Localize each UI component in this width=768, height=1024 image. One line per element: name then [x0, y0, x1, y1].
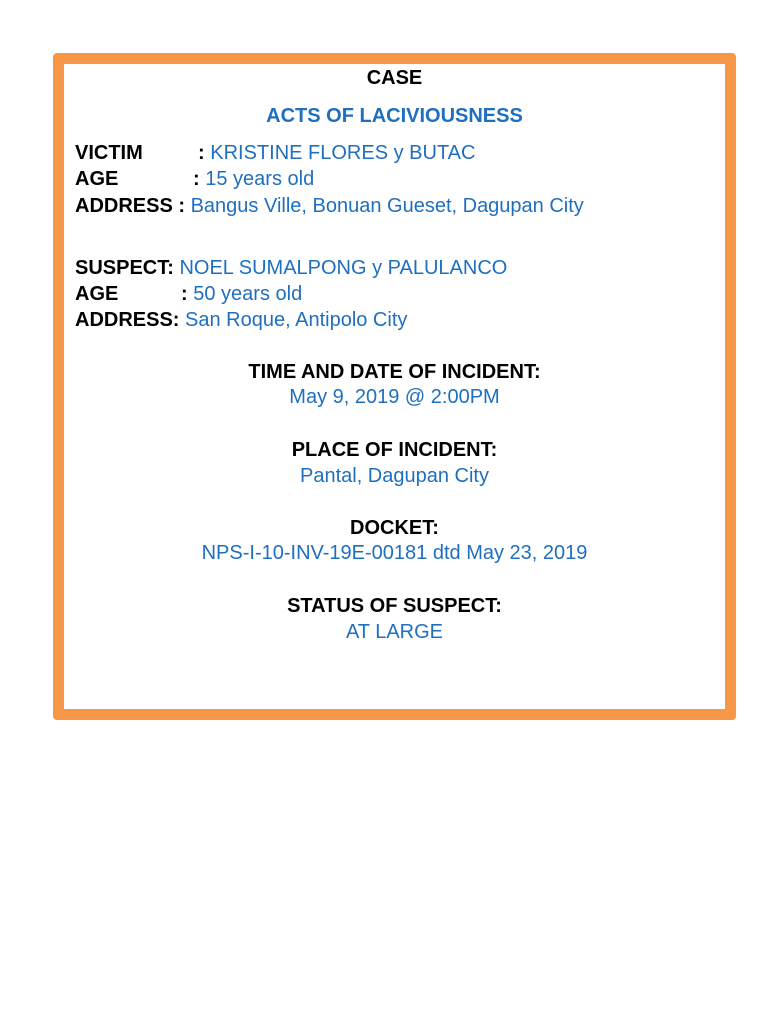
- suspect-address-label: ADDRESS:: [75, 309, 180, 331]
- case-card: [53, 53, 736, 720]
- suspect-name-value: NOEL SUMALPONG y PALULANCO: [179, 257, 508, 279]
- victim-age-label: AGE: [75, 168, 119, 190]
- victim-address-label: ADDRESS :: [75, 195, 186, 217]
- incident-place-label: PLACE OF INCIDENT:: [291, 439, 498, 461]
- incident-time-value: May 9, 2019 @ 2:00PM: [289, 386, 500, 408]
- suspect-name-label: SUSPECT:: [75, 257, 174, 279]
- suspect-age-value: 50 years old: [193, 283, 303, 305]
- case-label: CASE: [366, 67, 423, 89]
- suspect-age-row: [75, 282, 302, 306]
- victim-address-row: [75, 194, 584, 218]
- incident-time-label: TIME AND DATE OF INCIDENT:: [248, 361, 541, 383]
- victim-name-label: VICTIM: [75, 142, 143, 164]
- suspect-address-row: [75, 308, 407, 332]
- victim-age-row: [75, 167, 314, 191]
- victim-age-value: 15 years old: [205, 168, 315, 190]
- case-title: ACTS OF LACIVIOUSNESS: [266, 105, 523, 127]
- victim-name-colon: :: [198, 142, 205, 164]
- victim-name-row: [75, 141, 475, 165]
- docket-value: NPS-I-10-INV-19E-00181 dtd May 23, 2019: [201, 542, 588, 564]
- docket-label: DOCKET:: [350, 517, 439, 539]
- status-label: STATUS OF SUSPECT:: [287, 595, 502, 617]
- case-card-content: [64, 64, 725, 709]
- incident-place-value: Pantal, Dagupan City: [299, 465, 489, 487]
- suspect-age-colon: :: [181, 283, 188, 305]
- suspect-address-value: San Roque, Antipolo City: [185, 309, 408, 331]
- victim-age-colon: :: [193, 168, 200, 190]
- status-value: AT LARGE: [345, 621, 444, 643]
- victim-name-value: KRISTINE FLORES y BUTAC: [210, 142, 476, 164]
- victim-address-value: Bangus Ville, Bonuan Gueset, Dagupan City: [190, 195, 584, 217]
- suspect-age-label: AGE: [75, 283, 119, 305]
- suspect-name-row: [75, 256, 507, 280]
